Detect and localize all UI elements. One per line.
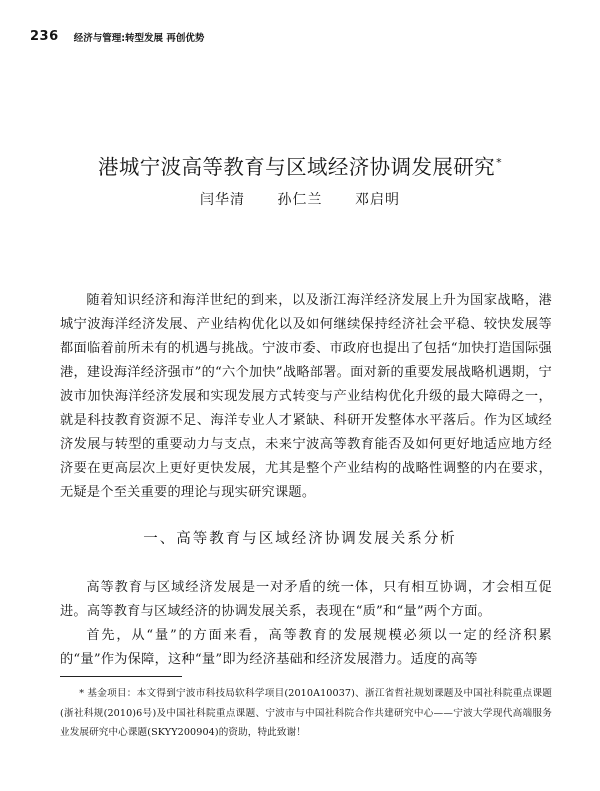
section-1-paragraph-2: 首先，从“量”的方面来看，高等教育的发展规模必须以一定的经济积累的“量”作为保障，这种“量”即为经济基础和经济发展潜力。适度的高等 bbox=[60, 628, 552, 667]
author-1: 闫华清 bbox=[200, 192, 246, 208]
footnote-text: * 基金项目：本文得到宁波市科技局软科学项目(2010A10037)、浙江省哲社规划课题及中国社科院重点课题(浙社科规(2010)6号)及中国社科院重点课题、宁波市与中国社科院合作共建研究中心——宁波大学现代高端服务业发展研究中心课题(SKYY200904)的资助，特此致谢！ bbox=[60, 688, 552, 738]
paper-title bbox=[0, 150, 600, 180]
intro-paragraph: 随着知识经济和海洋世纪的到来，以及浙江海洋经济发展上升为国家战略，港城宁波海洋经济发展、产业结构优化以及如何继续保持经济社会平稳、较快发展等都面临着前所未有的机遇与挑战。宁波市委、市政府也提出了包括“加快打造国际强港，建设海洋经济强市”的“六个加快”战略部署。面对新的重要发展战略机遇期，宁波市加快海洋经济发展和实现发展方式转变与产业结构优化升级的最大障碍之一，就是科技教育资源不足、海洋专业人才紧缺、科研开发整体水平落后。作为区域经济发展与转型的重要动力与支点，未来宁波高等教育能否及如何更好地适应地方经济要在更高层次上更好更快发展，尤其是整个产业结构的战略性调整的内在要求，无疑是个至关重要的理论与现实研究课题。 bbox=[60, 293, 552, 500]
intro-block bbox=[60, 289, 552, 505]
footnote-divider bbox=[60, 676, 182, 677]
author-2: 孙仁兰 bbox=[277, 192, 323, 208]
running-head bbox=[30, 26, 204, 42]
section-1-block bbox=[60, 576, 552, 624]
journal-title: 经济与管理:转型发展 再创优势 bbox=[73, 32, 205, 44]
author-list bbox=[0, 189, 600, 209]
section-heading-1: 一、高等教育与区域经济协调发展关系分析 bbox=[143, 531, 457, 547]
section-1-block-2 bbox=[60, 624, 552, 672]
footnote-marker: * bbox=[496, 156, 502, 170]
paper-title-text: 港城宁波高等教育与区域经济协调发展研究 bbox=[97, 155, 496, 179]
page-number: 236 bbox=[30, 29, 59, 44]
section-1-paragraph-1: 高等教育与区域经济发展是一对矛盾的统一体，只有相互协调，才会相互促进。高等教育与区域经济的协调发展关系，表现在“质”和“量”两个方面。 bbox=[60, 580, 552, 619]
footnote bbox=[60, 684, 552, 743]
author-3: 邓启明 bbox=[354, 192, 400, 208]
